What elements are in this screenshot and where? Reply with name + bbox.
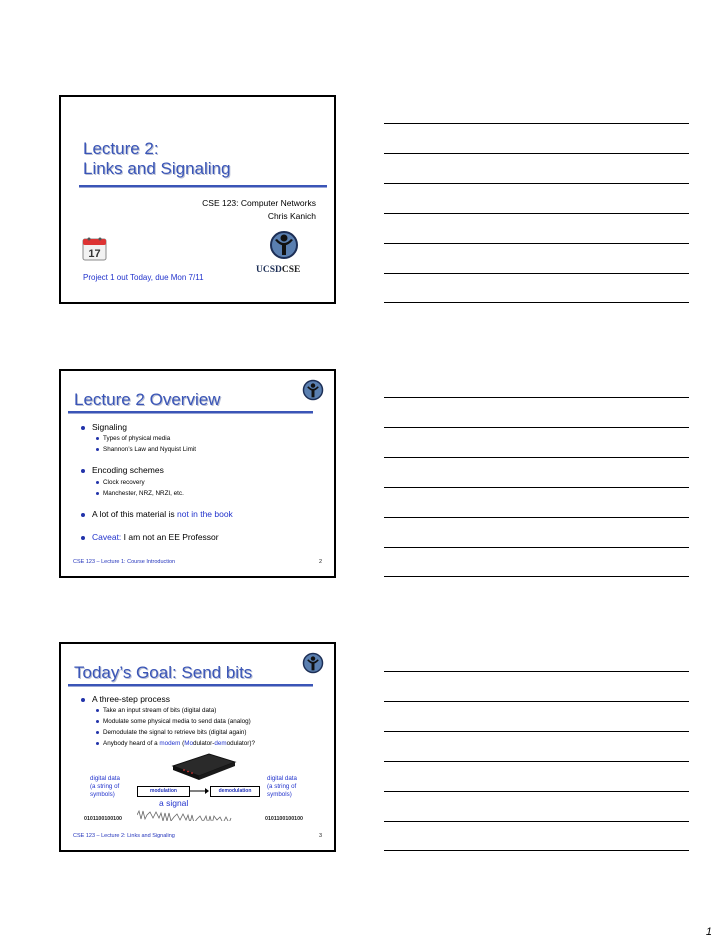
bullet-dot (81, 698, 85, 702)
title-rule (68, 411, 313, 414)
label-line: symbols) (90, 791, 115, 798)
note-line (384, 547, 689, 548)
label-line: symbols) (267, 791, 292, 798)
bullet-dot (96, 709, 99, 712)
bullet-dot (81, 426, 85, 430)
bullet-dot (96, 720, 99, 723)
bullet-dot (81, 513, 85, 517)
bullet-text: Encoding schemes (92, 465, 164, 475)
bullet-dot (96, 492, 99, 495)
modem-device-icon (169, 752, 237, 782)
slide-1-title (83, 139, 230, 179)
modem-prefix: Anybody heard of a (103, 740, 160, 747)
note-line (384, 576, 689, 577)
announcement: Project 1 out Today, due Mon 7/11 (83, 273, 204, 282)
bullet-dot (96, 731, 99, 734)
bullet-text: A three-step process (92, 694, 170, 704)
output-data-label (267, 775, 297, 799)
title-line-1: Lecture 2: (83, 139, 159, 158)
bullet-dot (81, 536, 85, 540)
note-line (384, 427, 689, 428)
slide-3 (59, 642, 336, 852)
signal-label: a signal (159, 798, 189, 808)
caveat-label: Caveat: (92, 532, 122, 542)
sub-bullet-text: Take an input stream of bits (digital data) (103, 707, 217, 714)
sub-bullet (103, 479, 145, 486)
note-line (384, 397, 689, 398)
slide-2-title: Lecture 2 Overview (74, 390, 221, 409)
input-bits: 0101100100100 (84, 816, 123, 822)
sub-bullet (103, 446, 196, 453)
logo-cse-text: CSE (281, 265, 301, 275)
author-name: Chris Kanich (267, 211, 316, 221)
bullet-encoding (92, 465, 164, 475)
bullet-dot (96, 437, 99, 440)
note-line (384, 302, 689, 303)
highlight-text: not in the book (177, 509, 233, 519)
sub-bullet (103, 740, 255, 747)
note-line (384, 791, 689, 792)
sub-bullet (103, 490, 184, 497)
slide-2 (59, 369, 336, 578)
calendar-day: 17 (88, 248, 101, 260)
bullet-signaling (92, 422, 127, 432)
ucsd-cse-emblem-icon (269, 227, 299, 263)
sub-bullet-text: Modulate some physical media to send data (analog) (103, 718, 251, 725)
note-line (384, 701, 689, 702)
course-info (202, 197, 316, 223)
output-bits: 0101100100100 (265, 816, 304, 822)
modem-mid: dulator- (192, 740, 215, 747)
modem-paren: ( (180, 740, 185, 747)
bullet-material-note (92, 509, 233, 519)
note-line (384, 457, 689, 458)
caveat-text: I am not an EE Professor (121, 532, 219, 542)
label-line: digital data (90, 775, 120, 782)
sub-bullet-text: Clock recovery (103, 479, 145, 486)
slide-number: 3 (318, 833, 322, 839)
bullet-dot (96, 742, 99, 745)
slide-3-title: Today’s Goal: Send bits (74, 663, 253, 682)
sub-bullet (103, 718, 251, 725)
course-name: CSE 123: Computer Networks (202, 198, 316, 208)
note-line (384, 761, 689, 762)
bullet-dot (96, 481, 99, 484)
bullet-caveat (92, 532, 219, 542)
bullet-text: A lot of this material is (92, 509, 178, 519)
bullet-dot (81, 469, 85, 473)
sub-bullet-text: Shannon’s Law and Nyquist Limit (103, 446, 196, 453)
modem-end: odulator)? (226, 740, 255, 747)
sub-bullet (103, 707, 216, 714)
sub-bullet-text: Demodulate the signal to retrieve bits (digital again) (103, 729, 247, 736)
slide-1 (59, 95, 336, 304)
slide-footer: CSE 123 – Lecture 1: Course Introduction (73, 559, 176, 565)
note-line (384, 517, 689, 518)
label-line: digital data (267, 775, 297, 782)
slide-footer: CSE 123 – Lecture 2: Links and Signaling (73, 833, 175, 839)
sub-bullet-text: Types of physical media (103, 435, 171, 442)
sub-bullet (103, 729, 247, 736)
demodulation-box: demodulation (210, 786, 260, 797)
note-line (384, 731, 689, 732)
note-line (384, 123, 689, 124)
label-line: (a string of (267, 783, 297, 790)
label-line: (a string of (90, 783, 120, 790)
note-line (384, 243, 689, 244)
logo-ucsd-text: UCSD (256, 265, 282, 275)
title-line-2: Links and Signaling (83, 159, 231, 178)
bullet-dot (96, 448, 99, 451)
note-line (384, 671, 689, 672)
note-line (384, 821, 689, 822)
page-number: 1 (705, 926, 712, 938)
input-data-label (90, 775, 120, 799)
bullet-three-step (92, 694, 170, 704)
title-rule (68, 684, 313, 687)
note-line (384, 183, 689, 184)
ucsd-cse-emblem-icon (302, 379, 324, 401)
sub-bullet (103, 435, 170, 442)
modulation-box: modulation (137, 786, 190, 797)
signal-waveform (137, 809, 249, 821)
note-line (384, 153, 689, 154)
note-line (384, 213, 689, 214)
calendar-icon (82, 236, 108, 262)
note-line (384, 273, 689, 274)
sub-bullet-text: Manchester, NRZ, NRZI, etc. (103, 490, 184, 497)
note-line (384, 487, 689, 488)
ucsd-cse-emblem-icon (302, 652, 324, 674)
slide-number: 2 (318, 559, 322, 565)
modem-dem: dem (214, 740, 227, 747)
bullet-text: Signaling (92, 422, 127, 432)
ucsd-cse-wordmark (256, 265, 300, 275)
modem-mod: Mo (184, 740, 193, 747)
arrow-right-icon (189, 787, 209, 795)
note-line (384, 850, 689, 851)
title-rule (79, 185, 327, 188)
modem-word: modem (159, 740, 181, 747)
